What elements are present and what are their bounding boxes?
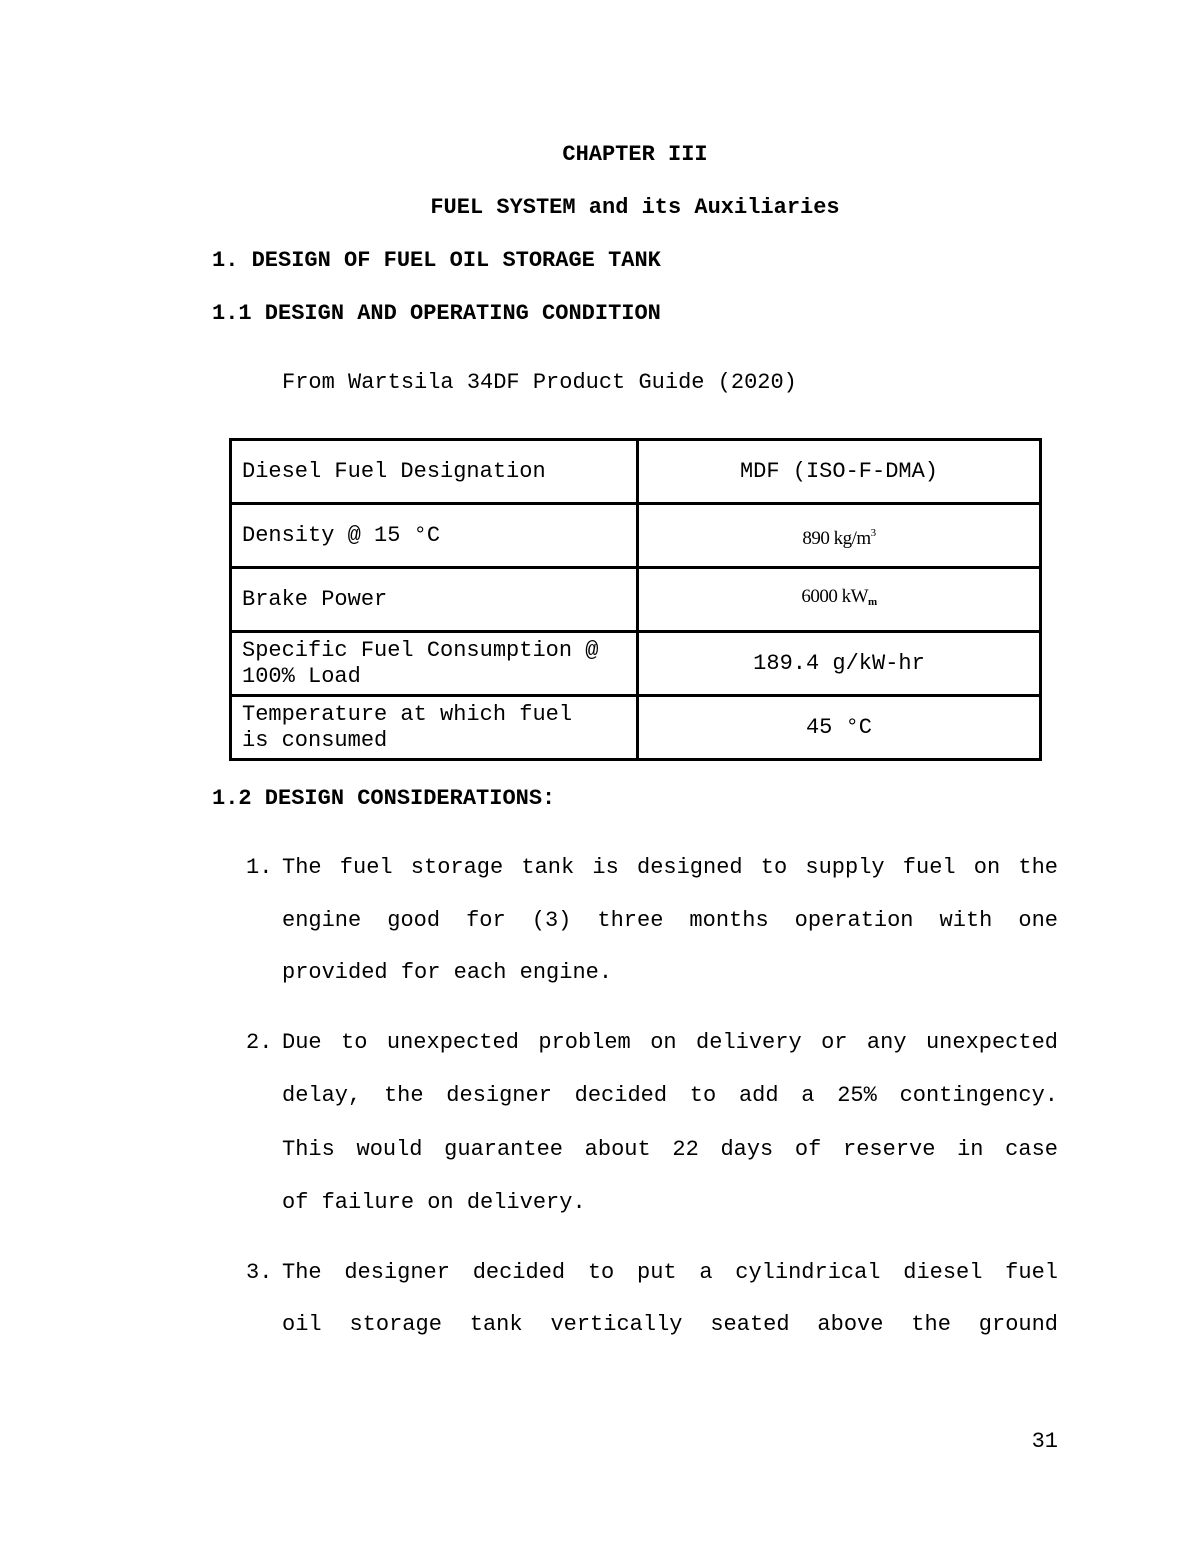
section-heading-1-2: 1.2 DESIGN CONSIDERATIONS: <box>212 786 556 811</box>
list-item-line: provided for each engine. <box>282 960 613 985</box>
density-value: 890 kg/m <box>802 527 871 549</box>
table-row <box>231 696 1041 760</box>
table-cell-label: Brake Power <box>231 568 638 632</box>
brake-power-unit-subscript: m <box>868 596 877 608</box>
table-row <box>231 504 1041 568</box>
list-item-line: engine good for (3) three months operation with one <box>282 908 1058 933</box>
list-item-line: of failure on delivery. <box>282 1190 586 1215</box>
table-cell-label <box>231 696 638 760</box>
table-row <box>231 440 1041 504</box>
list-item-line: The fuel storage tank is designed to supply fuel on the <box>282 855 1058 880</box>
table-cell-value: 189.4 g/kW-hr <box>638 632 1041 696</box>
list-item-number: 3. <box>246 1260 273 1285</box>
table-cell-value <box>638 504 1041 568</box>
table-cell-label: Diesel Fuel Designation <box>231 440 638 504</box>
list-item-number: 2. <box>246 1030 273 1055</box>
table-cell-value <box>638 568 1041 632</box>
page-number: 31 <box>1031 1429 1058 1454</box>
list-item-line: Due to unexpected problem on delivery or any unexpected <box>282 1030 1058 1055</box>
list-item-line: This would guarantee about 22 days of reserve in case <box>282 1137 1058 1162</box>
label-line: Temperature at which fuel <box>242 701 573 727</box>
list-item-line: The designer decided to put a cylindrical diesel fuel <box>282 1260 1058 1285</box>
list-item-number: 1. <box>246 855 273 880</box>
table-cell-value: MDF (ISO-F-DMA) <box>638 440 1041 504</box>
section-heading-1-1: 1.1 DESIGN AND OPERATING CONDITION <box>212 301 661 326</box>
label-line: Specific Fuel Consumption @ <box>242 637 599 663</box>
table-row <box>231 568 1041 632</box>
label-line: 100% Load <box>242 663 361 689</box>
table-cell-value: 45 °C <box>638 696 1041 760</box>
chapter-title: CHAPTER III <box>562 142 708 167</box>
list-item-line: oil storage tank vertically seated above the ground <box>282 1312 1058 1337</box>
design-condition-table <box>229 438 1042 761</box>
chapter-subtitle: FUEL SYSTEM and its Auxiliaries <box>430 195 840 220</box>
section-heading-1: 1. DESIGN OF FUEL OIL STORAGE TANK <box>212 248 661 273</box>
source-note: From Wartsila 34DF Product Guide (2020) <box>282 370 797 395</box>
label-line: is consumed <box>242 727 388 753</box>
brake-power-value: 6000 kW <box>801 586 868 607</box>
density-unit-superscript: 3 <box>870 526 876 539</box>
list-item-line: delay, the designer decided to add a 25% contingency. <box>282 1083 1058 1108</box>
table-cell-label: Density @ 15 °C <box>231 504 638 568</box>
table-cell-label <box>231 632 638 696</box>
table-row <box>231 632 1041 696</box>
